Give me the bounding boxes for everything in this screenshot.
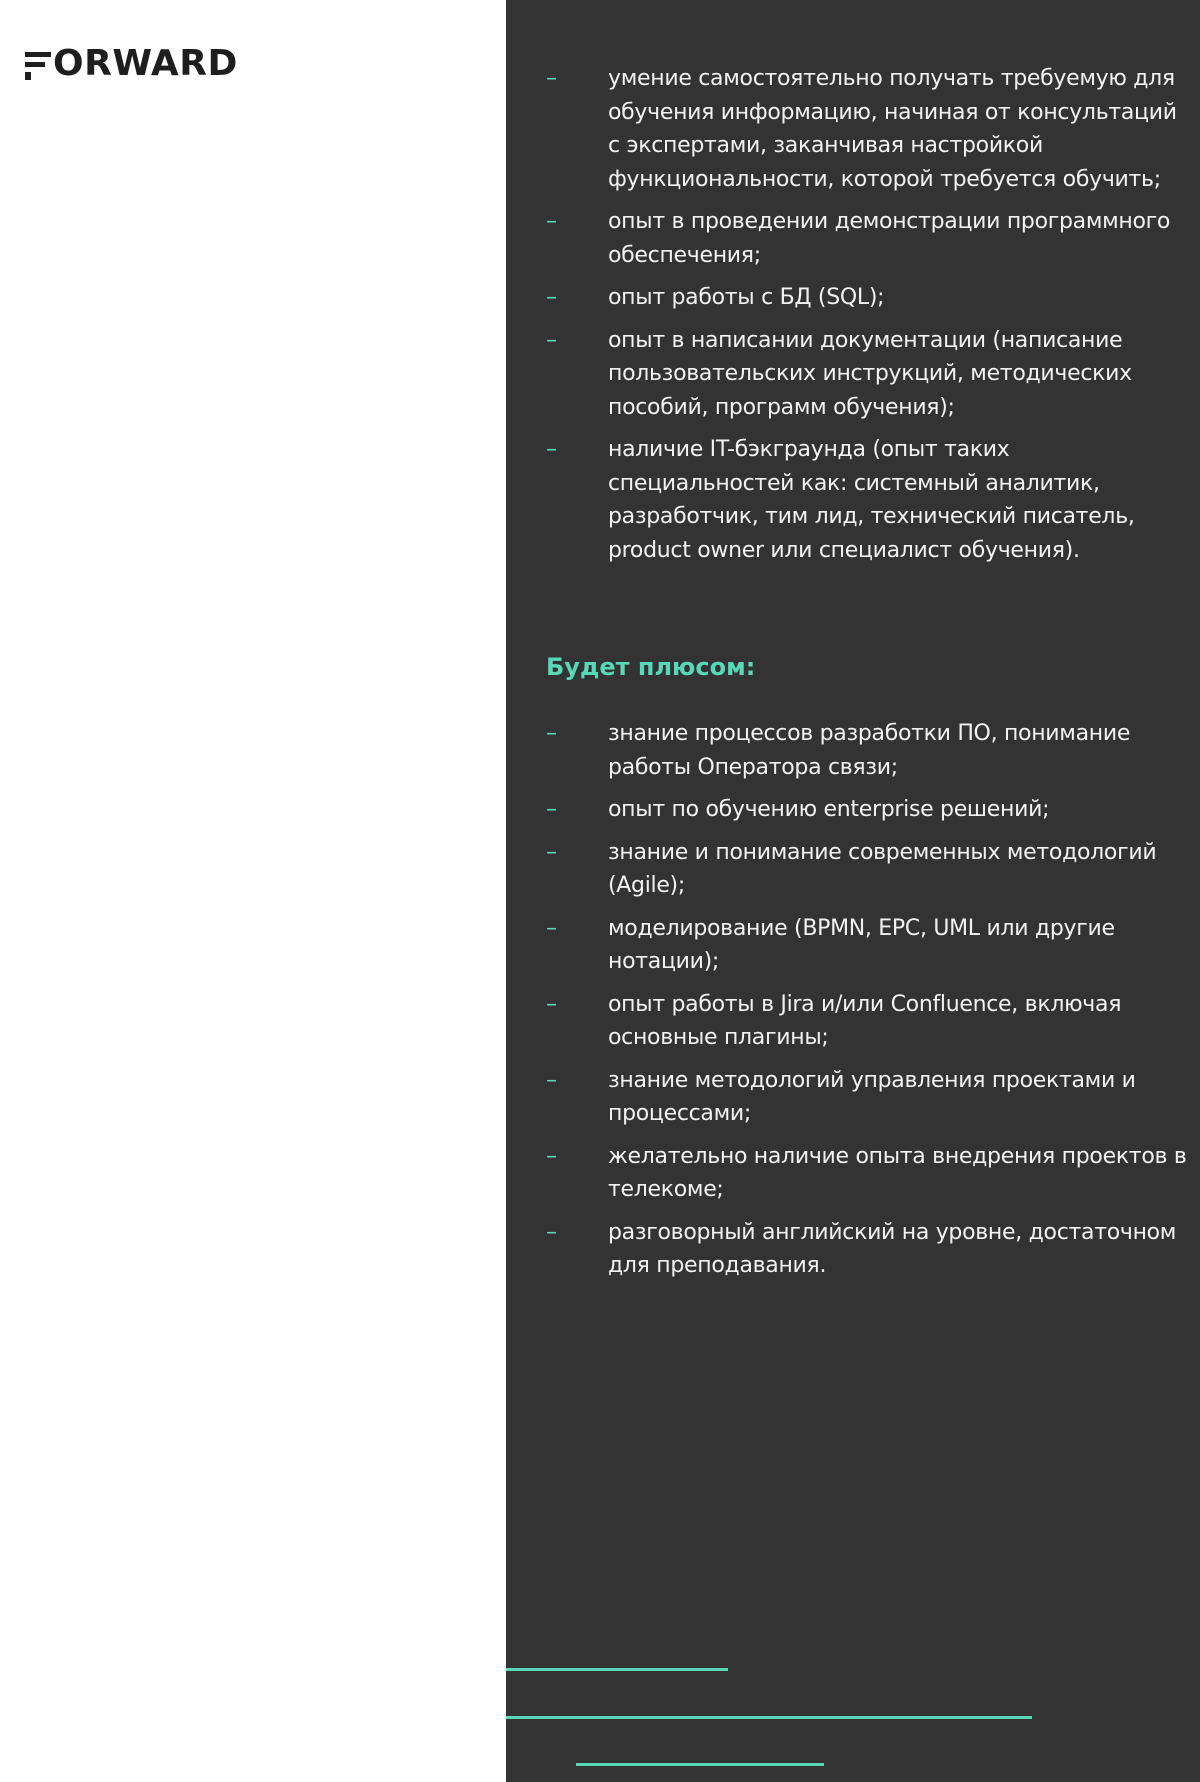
bullet-dash-icon: –: [546, 1143, 557, 1169]
list-item-text: знание методологий управления проектами и процессами;: [608, 1067, 1136, 1126]
list-item: [506, 205, 1200, 272]
logo-mark-icon: [25, 48, 51, 80]
bullet-dash-icon: –: [546, 285, 557, 310]
list-item-text: моделирование (BPMN, EPC, UML или другие нотации);: [608, 915, 1115, 974]
list-item-text: желательно наличие опыта внедрения проектов в телекоме;: [608, 1143, 1187, 1202]
bullet-dash-icon: –: [546, 839, 557, 865]
list-item: [506, 1216, 1200, 1283]
requirements-list: [506, 62, 1200, 576]
plus-section-title: Будет плюсом:: [546, 653, 756, 681]
list-item-text: разговорный английский на уровне, достаточном для преподавания.: [608, 1219, 1177, 1278]
list-item-text: знание процессов разработки ПО, понимание работы Оператора связи;: [608, 721, 1131, 780]
list-item-text: опыт работы с БД (SQL);: [608, 285, 885, 310]
list-item: [506, 281, 1200, 315]
list-item: [506, 717, 1200, 784]
list-item-text: наличие IT-бэкграунда (опыт таких специальностей как: системный аналитик, разработчик, тим лид, технический писатель, product owner или специалист обучения).: [608, 437, 1135, 563]
list-item-text: знание и понимание современных методологий (Agile);: [608, 839, 1157, 898]
forward-logo: [25, 43, 238, 84]
decorative-line: [506, 1668, 728, 1671]
list-item: [506, 324, 1200, 425]
plus-list: [506, 717, 1200, 1292]
bullet-dash-icon: –: [546, 66, 557, 91]
decorative-line: [506, 1716, 1032, 1719]
list-item: [506, 836, 1200, 903]
decorative-line: [576, 1763, 824, 1766]
bullet-dash-icon: –: [546, 437, 557, 462]
list-item: [506, 433, 1200, 567]
bullet-dash-icon: –: [546, 327, 557, 353]
bullet-dash-icon: –: [546, 1219, 557, 1245]
list-item-text: опыт по обучению enterprise решений;: [608, 797, 1050, 822]
bullet-dash-icon: –: [546, 1067, 557, 1093]
list-item: [506, 1140, 1200, 1207]
bullet-dash-icon: –: [546, 991, 557, 1017]
list-item: [506, 988, 1200, 1055]
bullet-dash-icon: –: [546, 797, 557, 822]
bullet-dash-icon: –: [546, 209, 557, 234]
list-item: [506, 912, 1200, 979]
list-item-text: опыт в написании документации (написание пользовательских инструкций, методических пособий, программ обучения);: [608, 327, 1132, 420]
logo-text: ORWARD: [53, 43, 238, 84]
list-item-text: опыт в проведении демонстрации программного обеспечения;: [608, 209, 1171, 268]
bullet-dash-icon: –: [546, 721, 557, 746]
list-item: [506, 62, 1200, 196]
list-item-text: опыт работы в Jira и/или Confluence, включая основные плагины;: [608, 991, 1122, 1050]
left-panel: [0, 0, 506, 1782]
list-item-text: умение самостоятельно получать требуемую для обучения информацию, начиная от консультаций с экспертами, заканчивая настройкой функциональности, которой требуется обучить;: [608, 66, 1177, 192]
list-item: [506, 1064, 1200, 1131]
content-panel: [506, 0, 1200, 1782]
list-item: [506, 793, 1200, 827]
bullet-dash-icon: –: [546, 915, 557, 941]
